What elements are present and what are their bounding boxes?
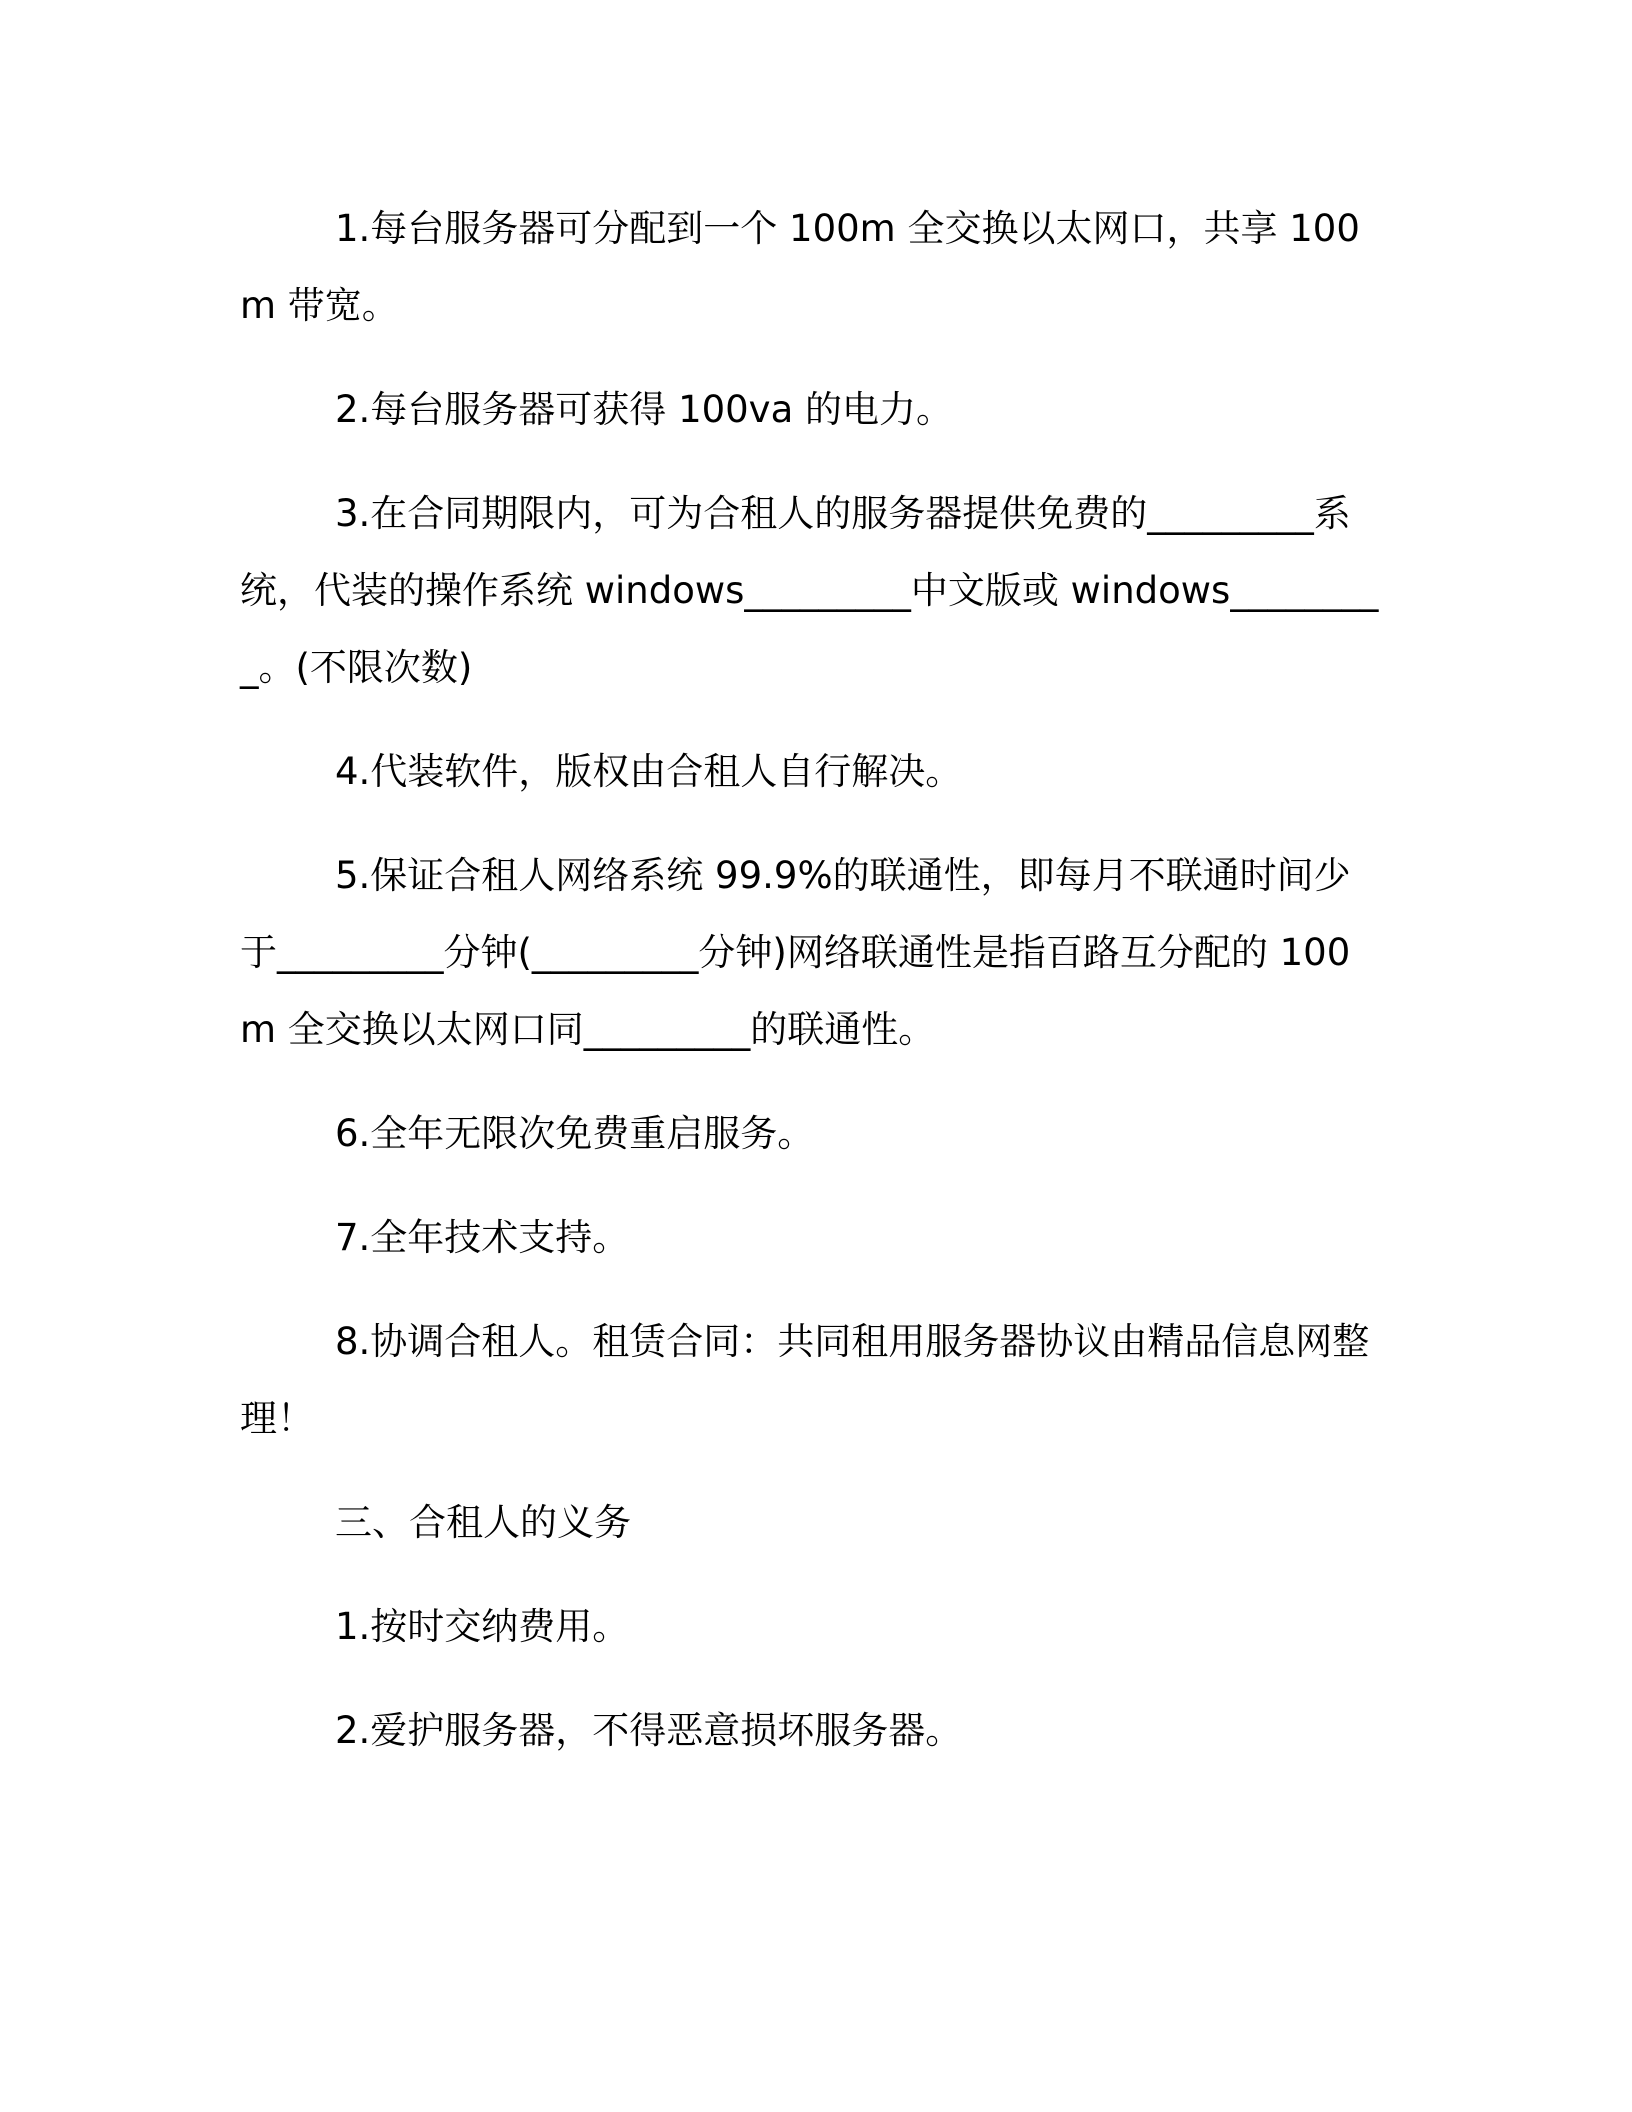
clause-network-uptime: 5.保证合租人网络系统 99.9%的联通性，即每月不联通时间少于_________分钟(_________分钟)网络联通性是指百路互分配的 100m 全交换以太网口同_________的联通性。 [240,854,1351,1051]
clause-tech-support: 7.全年技术支持。 [335,1216,630,1259]
clause-os-install: 3.在合同期限内，可为合租人的服务器提供免费的_________系统，代装的操作系统 windows_________中文版或 windows_________。(不限次数) [240,492,1379,689]
section-heading-obligations: 三、合租人的义务 [335,1501,631,1544]
obligation-pay-fees: 1.按时交纳费用。 [335,1605,630,1648]
clause-bandwidth: 1.每台服务器可分配到一个 100m 全交换以太网口，共享 100m 带宽。 [240,207,1360,327]
clause-power: 2.每台服务器可获得 100va 的电力。 [335,388,954,431]
obligation-protect-server: 2.爱护服务器，不得恶意损坏服务器。 [335,1709,963,1752]
clause-reboot-service: 6.全年无限次免费重启服务。 [335,1112,815,1155]
clause-coordinate: 8.协调合租人。租赁合同：共同租用服务器协议由精品信息网整理！ [240,1320,1370,1440]
document-body [240,190,1380,1796]
clause-software-copyright: 4.代装软件，版权由合租人自行解决。 [335,750,963,793]
